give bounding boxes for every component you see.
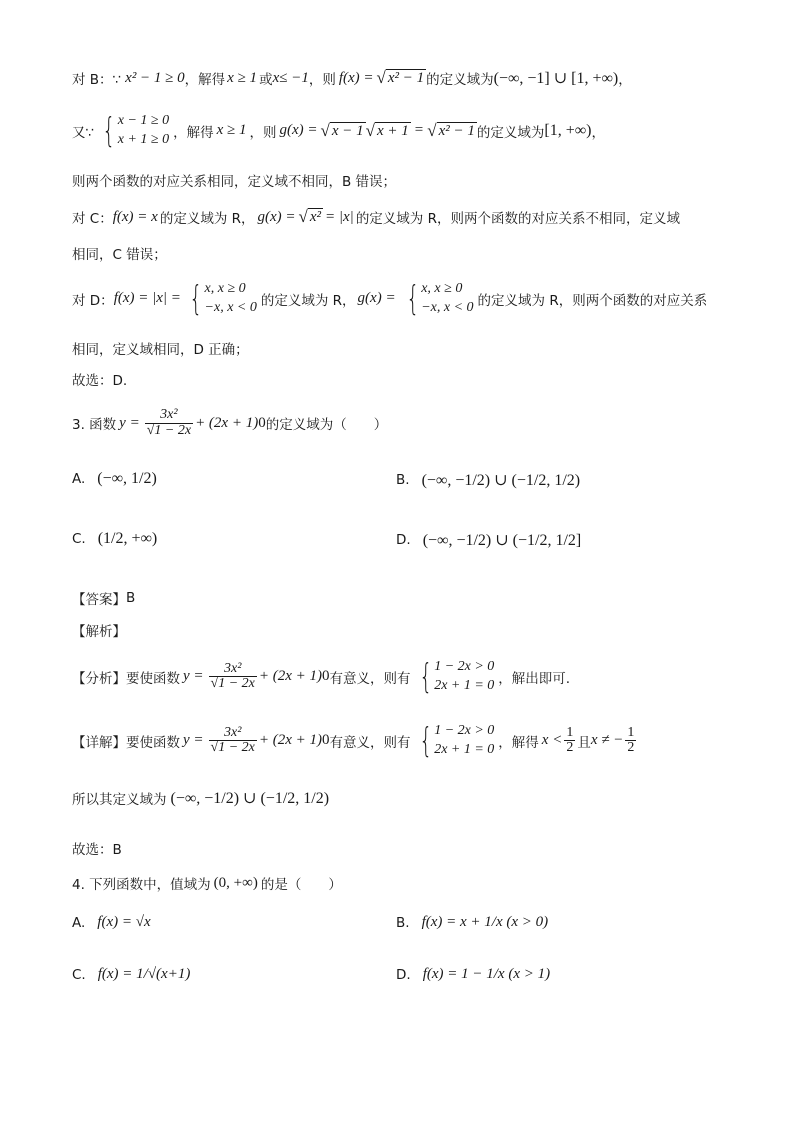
system-row: −x, x < 0 <box>204 299 257 315</box>
text: 的定义域为 R， <box>159 211 255 227</box>
math-inequality: x < <box>541 732 563 749</box>
option-value: f(x) = √x <box>97 914 151 930</box>
radicand: 1 − 2x <box>218 676 255 692</box>
text: 的是（ ） <box>260 877 342 893</box>
text: ，解出即可. <box>498 670 571 687</box>
solution-line-b1 <box>72 68 734 88</box>
denominator: √ 1 − 2x <box>210 676 255 692</box>
text: ，则 <box>249 124 277 141</box>
question-3-stem <box>72 408 734 438</box>
text: 或 <box>259 72 273 88</box>
sqrt-expression: √ x + 1 <box>365 121 409 141</box>
numerator: 3x² <box>224 724 242 740</box>
radicand: 1 − 2x <box>218 740 255 756</box>
text: 所以其定义域为 <box>72 792 167 808</box>
text: ，则 <box>308 72 336 88</box>
text: 的定义域为 <box>426 72 494 88</box>
detail-line <box>72 722 734 760</box>
math-abs: = |x| <box>325 208 354 225</box>
q4-option-c[interactable] <box>72 966 190 983</box>
math-result: x ≥ 1 <box>227 69 258 86</box>
numerator: 3x² <box>160 407 178 422</box>
text: 的定义域为 R，则两个函数的对应关系不相同，定义域 <box>355 211 680 227</box>
math-equals: = <box>414 122 424 139</box>
exponent: 0 <box>322 732 330 749</box>
radicand: 1 − 2x <box>154 422 192 438</box>
math-func: g(x) = <box>357 290 396 307</box>
math-y: y = <box>119 414 140 431</box>
text: ， <box>591 124 605 141</box>
fraction <box>209 726 257 756</box>
math-domain: (−∞, −1/2) ∪ (−1/2, 1/2) <box>170 790 330 807</box>
numerator: 3x² <box>224 660 242 676</box>
piecewise-system: { x, x ≥ 0 −x, x < 0 <box>405 278 474 319</box>
system-row: x, x ≥ 0 <box>421 281 463 296</box>
text: 对 D： <box>72 292 114 309</box>
text: 4. 下列函数中，值域为 <box>72 877 211 893</box>
math-range: (0, +∞) <box>213 874 258 891</box>
tag: 【详解】 <box>72 734 126 751</box>
text: 且 <box>577 734 591 751</box>
fraction-half: $\frac{1}{2}$ <box>627 724 635 756</box>
math-term: + (2x + 1) <box>195 414 259 431</box>
q4-option-b[interactable] <box>396 914 548 931</box>
option-value: f(x) = x + 1/x (x > 0) <box>421 914 549 930</box>
analysis-line <box>72 658 734 696</box>
system-row: 1 − 2x > 0 <box>434 723 495 738</box>
q3-option-b[interactable] <box>396 470 580 490</box>
fraction <box>145 408 193 438</box>
math-domain: (−∞, −1] ∪ [1, +∞) <box>493 70 619 87</box>
system-row: −x, x < 0 <box>421 299 474 315</box>
radicand: x² − 1 <box>438 123 475 140</box>
option-value: (−∞, −1/2) ∪ (−1/2, 1/2] <box>422 532 582 549</box>
math-term: + (2x + 1) <box>258 668 323 685</box>
text: ，解得 <box>173 124 214 141</box>
text: 3. 函数 <box>72 417 117 434</box>
option-label: B. <box>396 914 410 931</box>
text: 要使函数 <box>126 734 180 751</box>
sqrt-expression: √ x² <box>298 207 322 227</box>
analysis-tag: 【解析】 <box>72 624 126 640</box>
option-label: C. <box>72 966 86 983</box>
math-func: f(x) = x <box>112 208 158 225</box>
text: 的定义域为 <box>476 124 545 141</box>
option-label: A. <box>72 471 86 487</box>
text: 要使函数 <box>126 670 180 687</box>
choose-line: 故选：B <box>72 842 122 858</box>
solution-line-b2 <box>72 112 734 150</box>
math-domain: [1, +∞) <box>544 121 592 139</box>
radicand: x − 1 <box>331 123 364 140</box>
radicand: x + 1 <box>376 123 409 140</box>
answer-tag: 【答案】 <box>72 592 126 608</box>
exponent: 0 <box>322 668 330 685</box>
option-value: (−∞, −1/2) ∪ (−1/2, 1/2) <box>421 472 581 489</box>
option-label: D. <box>396 532 411 548</box>
math-func: g(x) = <box>279 122 318 139</box>
option-value: f(x) = 1/√(x+1) <box>97 966 191 982</box>
exponent: 0 <box>258 414 266 431</box>
tag: 【分析】 <box>72 670 126 687</box>
text: 对 B：∵ <box>72 72 122 88</box>
equation-system: { 1 − 2x > 0 2x + 1 = 0 <box>418 656 495 697</box>
option-value: (−∞, 1/2) <box>97 470 157 487</box>
q4-option-d[interactable] <box>396 966 550 983</box>
text: ， <box>618 72 632 88</box>
solution-line-c1 <box>72 207 734 227</box>
math-func: g(x) = <box>257 208 296 225</box>
answer-value: B <box>126 590 136 606</box>
text: ，解得 <box>184 72 226 88</box>
solution-line-b3: 则两个函数的对应关系相同，定义域不相同，B 错误； <box>72 174 397 190</box>
system-row: x, x ≥ 0 <box>204 281 246 296</box>
math-func: f(x) = |x| = <box>113 290 181 307</box>
fraction <box>209 662 257 692</box>
solution-line-choose: 故选：D. <box>72 373 128 389</box>
text: 的定义域为 R， <box>260 292 356 309</box>
system-row: x − 1 ≥ 0 <box>117 113 170 128</box>
option-label: B. <box>396 472 410 488</box>
text: 对 C： <box>72 211 113 227</box>
domain-conclusion <box>72 788 734 808</box>
system-row: 2x + 1 = 0 <box>434 677 495 693</box>
question-4-stem <box>72 873 734 893</box>
text: 的定义域为 R，则两个函数的对应关系 <box>477 292 708 309</box>
math-func: f(x) = <box>338 69 374 86</box>
sqrt-expression: √ x − 1 <box>320 121 364 141</box>
radicand: x² <box>309 209 322 226</box>
option-label: A. <box>72 914 86 931</box>
option-label: C. <box>72 531 86 547</box>
q3-option-d[interactable] <box>396 530 581 550</box>
text: ，解得 <box>498 734 539 751</box>
q3-option-a[interactable] <box>72 470 157 488</box>
text: 又∵ <box>72 124 95 141</box>
text: 有意义，则有 <box>329 734 411 751</box>
system-row: 1 − 2x > 0 <box>434 659 495 674</box>
solution-line-c2: 相同，C 错误； <box>72 247 167 263</box>
option-label: D. <box>396 966 411 983</box>
option-value: (1/2, +∞) <box>97 530 158 547</box>
math-result: x≤ −1 <box>272 69 309 86</box>
q4-option-a[interactable] <box>72 914 151 931</box>
math-condition: x² − 1 ≥ 0 <box>125 69 185 86</box>
text: 有意义，则有 <box>329 670 411 687</box>
solution-line-d2: 相同，定义域相同，D 正确； <box>72 342 249 358</box>
system-row: 2x + 1 = 0 <box>434 741 495 757</box>
math-y: y = <box>183 732 204 749</box>
sqrt-expression: √ x² − 1 <box>427 121 475 141</box>
sqrt-expression: √ x² − 1 <box>376 68 425 88</box>
math-y: y = <box>183 668 204 685</box>
answer-line <box>72 588 734 608</box>
solution-line-d1 <box>72 280 734 318</box>
text: 的定义域为（ ） <box>265 417 388 434</box>
math-inequality: x ≠ − <box>590 732 624 749</box>
piecewise-system: { x, x ≥ 0 −x, x < 0 <box>189 278 257 319</box>
math-term: + (2x + 1) <box>258 732 323 749</box>
q3-option-c[interactable] <box>72 530 157 548</box>
radicand: x² − 1 <box>387 70 425 87</box>
fraction-half: $\frac{1}{2}$ <box>566 724 574 756</box>
equation-system: { 1 − 2x > 0 2x + 1 = 0 <box>418 720 495 761</box>
equation-system: { x − 1 ≥ 0 x + 1 ≥ 0 <box>102 110 170 151</box>
option-value: f(x) = 1 − 1/x (x > 1) <box>422 966 551 982</box>
math-result: x ≥ 1 <box>216 122 247 139</box>
system-row: x + 1 ≥ 0 <box>117 131 170 147</box>
denominator: √ 1 − 2x <box>210 740 255 756</box>
denominator: √ 1 − 2x <box>146 422 192 438</box>
